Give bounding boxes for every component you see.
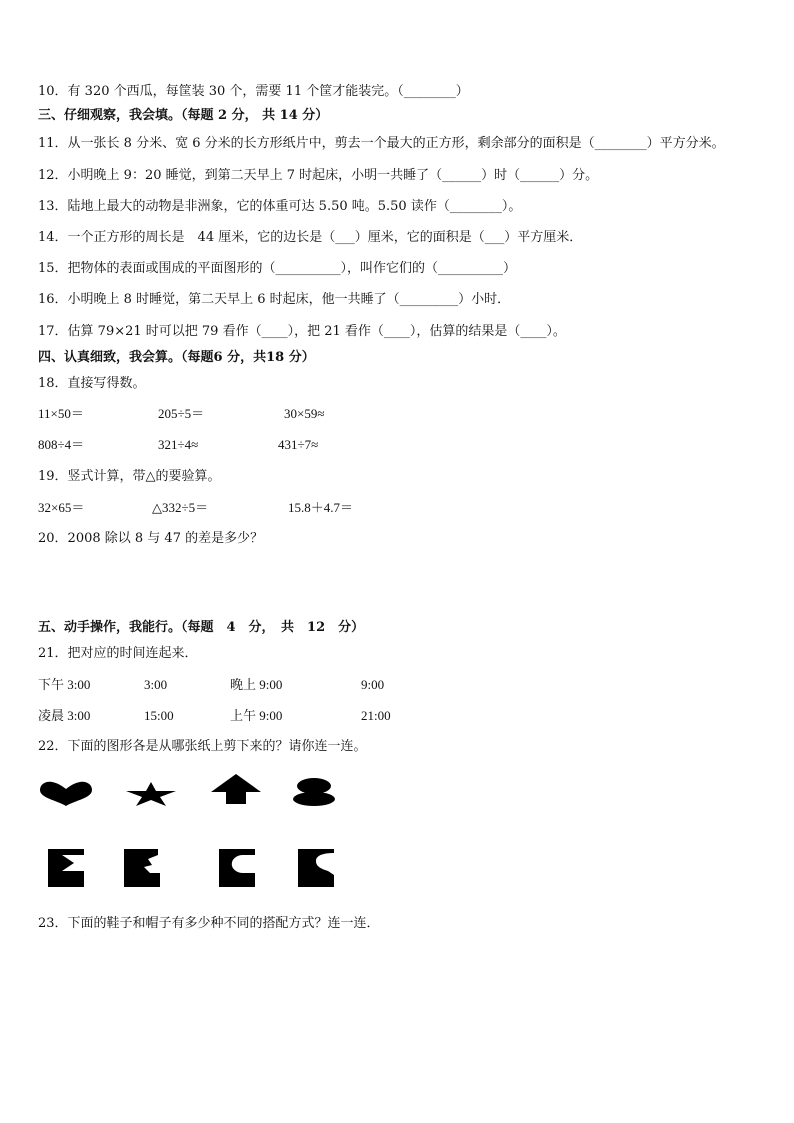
calc-item: 32×65＝ xyxy=(38,500,85,515)
question-17: 17．估算 79×21 时可以把 79 看作（____），把 21 看作（____），估算的结果是（____）。 xyxy=(38,324,566,339)
section-4-heading: 四、认真细致，我会算。（每题6 分，共18 分） xyxy=(38,350,315,365)
question-21: 21．把对应的时间连起来． xyxy=(38,646,198,661)
calc-item: 11×50＝ xyxy=(38,406,84,421)
question-22: 22．下面的图形各是从哪张纸上剪下来的？请你连一连。 xyxy=(38,739,367,754)
mushroom-shape-icon xyxy=(293,778,335,806)
time-item: 15:00 xyxy=(144,708,174,723)
question-20: 20．2008 除以 8 与 47 的差是多少？ xyxy=(38,531,264,546)
paper-cut-1-icon xyxy=(48,849,84,887)
time-item: 9:00 xyxy=(361,677,385,692)
question-13: 13．陆地上最大的动物是非洲象，它的体重可达 5.50 吨。5.50 读作（________）。 xyxy=(38,199,522,214)
calc-item: 321÷4≈ xyxy=(158,437,199,452)
time-item: 下午 3:00 xyxy=(38,677,91,692)
question-14: 14．一个正方形的周长是 44 厘米，它的边长是（___）厘米，它的面积是（___）平方厘米． xyxy=(38,230,583,245)
question-18: 18．直接写得数。 xyxy=(38,376,146,391)
time-item: 凌晨 3:00 xyxy=(38,708,91,723)
question-12: 12．小明晚上 9：20 睡觉，到第二天早上 7 时起床，小明一共睡了（______）时（______）分。 xyxy=(38,168,599,183)
calc-item: 205÷5＝ xyxy=(158,406,205,421)
paper-cut-4-icon xyxy=(298,849,334,887)
section-5-heading: 五、动手操作，我能行。（每题 4 分， 共 12 分） xyxy=(38,620,365,635)
star-shape-icon xyxy=(125,781,177,807)
question-10: 10．有 320 个西瓜，每筐装 30 个，需要 11 个筐才能装完。（________） xyxy=(38,84,469,99)
time-item: 上午 9:00 xyxy=(230,708,283,723)
time-item: 3:00 xyxy=(144,677,168,692)
section-3-heading: 三、仔细观察，我会填。（每题 2 分， 共 14 分） xyxy=(38,108,329,123)
calc-item: △332÷5＝ xyxy=(152,500,209,515)
heart-shape-icon xyxy=(38,780,94,806)
calc-item: 30×59≈ xyxy=(284,406,325,421)
paper-cut-2-icon xyxy=(124,849,160,887)
calc-item: 15.8＋4.7＝ xyxy=(288,500,354,515)
arrow-shape-icon xyxy=(209,774,263,804)
time-item: 晚上 9:00 xyxy=(230,677,283,692)
paper-cut-3-icon xyxy=(219,849,255,887)
time-item: 21:00 xyxy=(361,708,391,723)
calc-item: 808÷4＝ xyxy=(38,437,85,452)
calc-item: 431÷7≈ xyxy=(278,437,319,452)
question-16: 16．小明晚上 8 时睡觉，第二天早上 6 时起床，他一共睡了（_________）小时． xyxy=(38,292,511,307)
question-23: 23．下面的鞋子和帽子有多少种不同的搭配方式？连一连． xyxy=(38,916,380,931)
question-15: 15．把物体的表面或围成的平面图形的（__________），叫作它们的（__________） xyxy=(38,261,517,276)
question-19: 19．竖式计算，带△的要验算。 xyxy=(38,469,221,484)
question-11: 11．从一张长 8 分米、宽 6 分米的长方形纸片中，剪去一个最大的正方形，剩余部分的面积是（________）平方分米。 xyxy=(38,136,725,151)
